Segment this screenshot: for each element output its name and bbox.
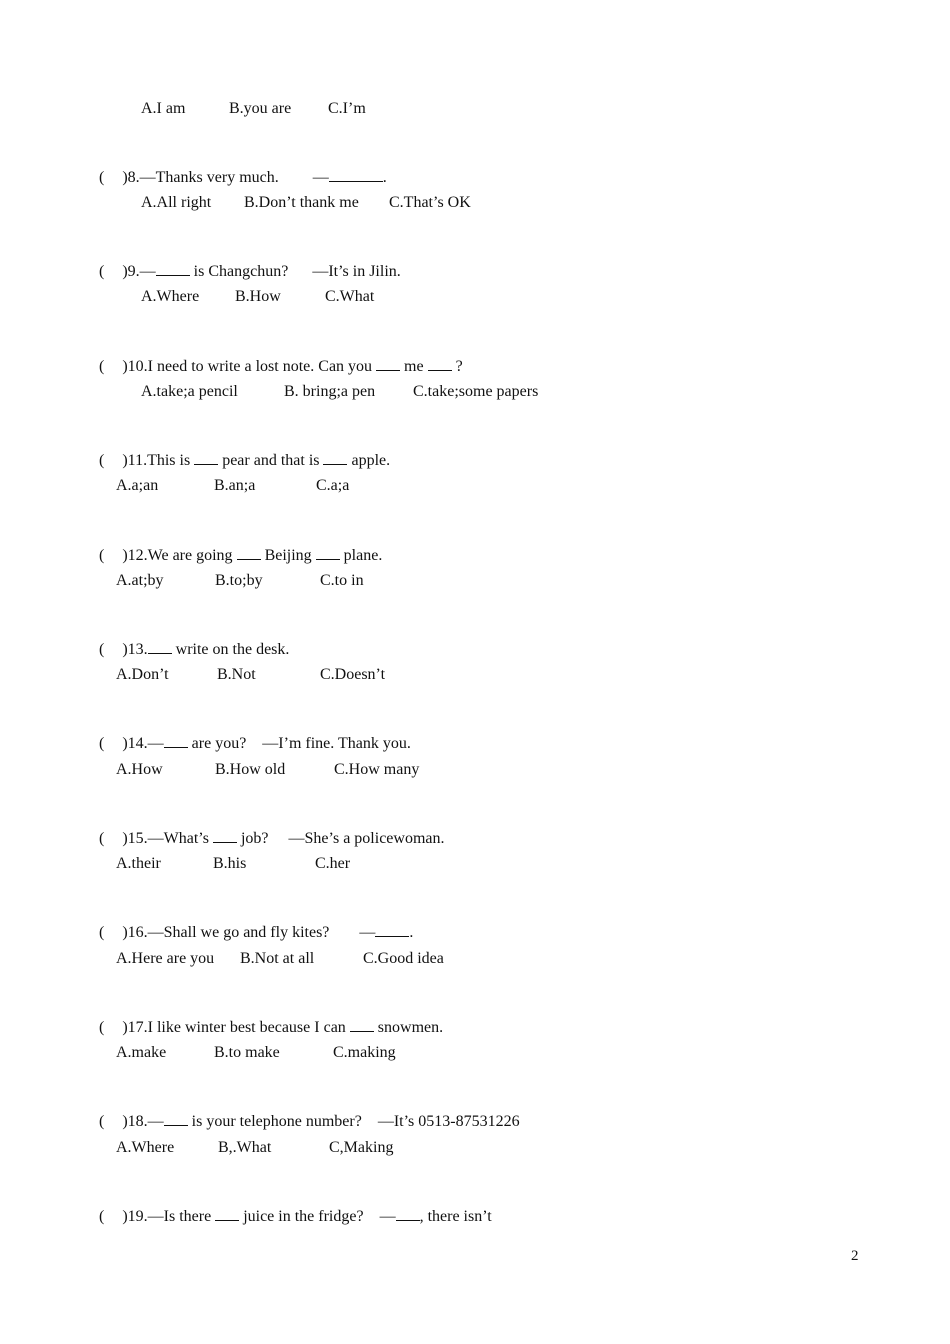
- question-8: ( )8.—Thanks very much. — .: [99, 169, 387, 186]
- q12-option-b: B.to;by: [215, 572, 263, 589]
- q12-option-c: C.to in: [320, 572, 364, 589]
- q8-option-c: C.That’s OK: [389, 194, 471, 211]
- question-13: ( )13. write on the desk.: [99, 641, 290, 658]
- q16-option-a: A.Here are you: [116, 950, 215, 967]
- q18-option-b: B,.What: [218, 1139, 272, 1156]
- question-10: ( )10.I need to write a lost note. Can you me ?: [99, 358, 463, 375]
- q9-option-a: A.Where: [141, 288, 200, 305]
- q7-option-c: C.I’m: [328, 100, 366, 117]
- q10-option-b: B. bring;a pen: [284, 383, 376, 400]
- q11-option-c: C.a;a: [316, 477, 350, 494]
- q17-option-b: B.to make: [214, 1044, 280, 1061]
- q11-option-a: A.a;an: [116, 477, 159, 494]
- question-14: ( )14.— are you? —I’m fine. Thank you.: [99, 735, 411, 752]
- question-18: ( )18.— is your telephone number? —It’s 0513-87531226: [99, 1113, 520, 1130]
- q16-option-c: C.Good idea: [363, 950, 444, 967]
- q16-option-b: B.Not at all: [240, 950, 315, 967]
- q14-option-c: C.How many: [334, 761, 420, 778]
- answer-paren: (: [99, 169, 105, 186]
- q8-option-b: B.Don’t thank me: [244, 194, 359, 211]
- answer-blank: [329, 167, 383, 182]
- q15-option-c: C.her: [315, 855, 351, 872]
- q17-option-c: C.making: [333, 1044, 396, 1061]
- q15-option-a: A.their: [116, 855, 161, 872]
- question-9: ( )9.— is Changchun? —It’s in Jilin.: [99, 263, 401, 280]
- q7-option-a: A.I am: [141, 100, 186, 117]
- question-15: ( )15.—What’s job? —She’s a policewoman.: [99, 830, 445, 847]
- question-11: ( )11.This is pear and that is apple.: [99, 452, 391, 469]
- page-number: 2: [851, 1248, 859, 1264]
- q15-option-b: B.his: [213, 855, 247, 872]
- q14-option-a: A.How: [116, 761, 163, 778]
- q9-option-b: B.How: [235, 288, 281, 305]
- q8-option-a: A.All right: [141, 194, 212, 211]
- q13-option-c: C.Doesn’t: [320, 666, 386, 683]
- q10-option-c: C.take;some papers: [413, 383, 539, 400]
- q13-option-b: B.Not: [217, 666, 256, 683]
- q17-option-a: A.make: [116, 1044, 167, 1061]
- q12-option-a: A.at;by: [116, 572, 164, 589]
- q18-option-a: A.Where: [116, 1139, 175, 1156]
- q18-option-c: C,Making: [329, 1139, 394, 1156]
- q9-option-c: C.What: [325, 288, 375, 305]
- q7-option-b: B.you are: [229, 100, 292, 117]
- q11-option-b: B.an;a: [214, 477, 256, 494]
- q10-option-a: A.take;a pencil: [141, 383, 238, 400]
- question-17: ( )17.I like winter best because I can snowmen.: [99, 1019, 444, 1036]
- q13-option-a: A.Don’t: [116, 666, 169, 683]
- question-19: ( )19.—Is there juice in the fridge? — , there isn’t: [99, 1208, 492, 1225]
- question-12: ( )12.We are going Beijing plane.: [99, 547, 383, 564]
- q14-option-b: B.How old: [215, 761, 286, 778]
- question-16: ( )16.—Shall we go and fly kites? — .: [99, 924, 414, 941]
